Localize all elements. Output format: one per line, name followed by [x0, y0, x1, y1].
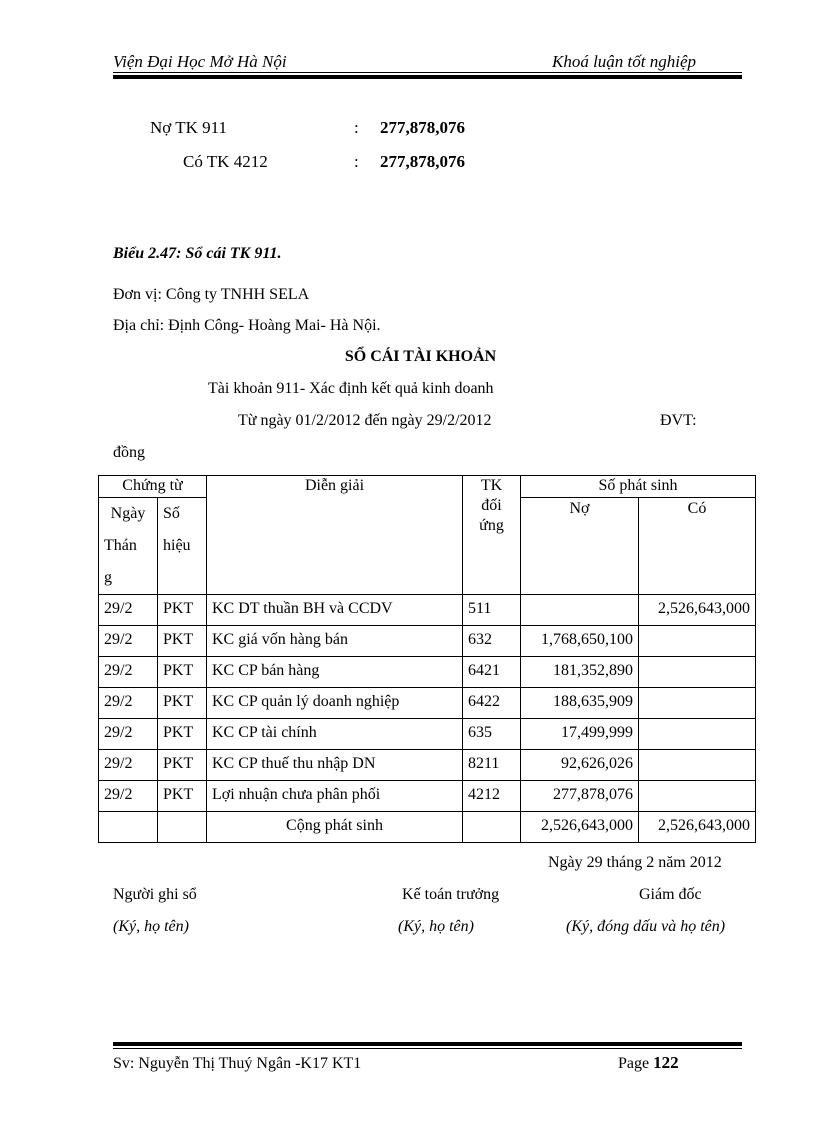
table-row	[99, 688, 756, 719]
table-total-row	[99, 812, 756, 843]
cell-empty	[463, 812, 521, 843]
cell-contra: 635	[463, 719, 521, 750]
company-address: Địa chỉ: Định Công- Hoàng Mai- Hà Nội.	[113, 317, 381, 334]
col-header-date-line3: g	[104, 569, 112, 586]
cell-number: PKT	[158, 781, 207, 812]
col-header-credit: Có	[639, 498, 756, 595]
table-row	[99, 781, 756, 812]
cell-date: 29/2	[99, 626, 158, 657]
ledger-table	[98, 475, 756, 843]
cell-number: PKT	[158, 626, 207, 657]
entry-credit-account: Có TK 4212	[183, 152, 268, 171]
cell-date: 29/2	[99, 719, 158, 750]
cell-contra: 8211	[463, 750, 521, 781]
cell-number: PKT	[158, 595, 207, 626]
col-header-contra-line3: ứng	[479, 517, 504, 534]
company-unit: Đơn vị: Công ty TNHH SELA	[113, 286, 310, 303]
col-header-contra-account	[463, 476, 521, 595]
col-header-number-line2: hiệu	[163, 537, 191, 554]
signer-director-note: (Ký, đóng dấu và họ tên)	[566, 918, 726, 935]
entry-debit-sep: :	[354, 118, 359, 137]
cell-date: 29/2	[99, 781, 158, 812]
col-header-number-line1: Số	[163, 505, 180, 522]
footer-page-number: 122	[653, 1053, 679, 1072]
cell-description: KC CP bán hàng	[207, 657, 463, 688]
footer-student: Sv: Nguyễn Thị Thuý Ngân -K17 KT1	[113, 1055, 362, 1072]
header-institution: Viện Đại Học Mở Hà Nội	[113, 52, 287, 71]
currency-value: đồng	[113, 444, 145, 461]
cell-description: KC CP tài chính	[207, 719, 463, 750]
cell-empty	[158, 812, 207, 843]
col-header-date-line1: Ngày	[110, 505, 146, 522]
col-header-date	[99, 498, 158, 595]
cell-credit	[639, 719, 756, 750]
signer-recorder-title: Người ghi sổ	[113, 886, 197, 903]
cell-date: 29/2	[99, 595, 158, 626]
cell-number: PKT	[158, 657, 207, 688]
signer-chief-accountant-note: (Ký, họ tên)	[398, 918, 474, 935]
cell-description: KC CP thuế thu nhập DN	[207, 750, 463, 781]
cell-contra: 4212	[463, 781, 521, 812]
col-header-amount: Số phát sinh	[521, 476, 756, 498]
cell-credit	[639, 657, 756, 688]
entry-credit-sep: :	[354, 152, 359, 171]
cell-number: PKT	[158, 750, 207, 781]
cell-debit: 92,626,026	[521, 750, 639, 781]
col-header-contra-line1: TK	[480, 477, 503, 494]
ledger-date-range: Từ ngày 01/2/2012 đến ngày 29/2/2012	[238, 412, 492, 429]
header-rule-thin	[113, 72, 742, 73]
cell-debit: 181,352,890	[521, 657, 639, 688]
footer-page-label: Page	[618, 1055, 650, 1072]
table-row	[99, 719, 756, 750]
cell-date: 29/2	[99, 750, 158, 781]
cell-date: 29/2	[99, 688, 158, 719]
cell-description: KC DT thuần BH và CCDV	[207, 595, 463, 626]
signer-recorder-note: (Ký, họ tên)	[113, 918, 189, 935]
signer-director-title: Giám đốc	[639, 886, 702, 903]
cell-number: PKT	[158, 719, 207, 750]
cell-date: 29/2	[99, 657, 158, 688]
cell-debit: 188,635,909	[521, 688, 639, 719]
table-row	[99, 657, 756, 688]
footer-page	[618, 1053, 679, 1073]
cell-debit	[521, 595, 639, 626]
entry-debit-amount: 277,878,076	[380, 118, 465, 137]
ledger-account-line: Tài khoản 911- Xác định kết quả kinh doanh	[208, 380, 494, 397]
cell-description: KC CP quản lý doanh nghiệp	[207, 688, 463, 719]
figure-caption: Biểu 2.47: Sổ cái TK 911.	[113, 245, 282, 262]
cell-contra: 6422	[463, 688, 521, 719]
total-debit: 2,526,643,000	[521, 812, 639, 843]
cell-description: KC giá vốn hàng bán	[207, 626, 463, 657]
table-row	[99, 595, 756, 626]
ledger-title: SỔ CÁI TÀI KHOẢN	[344, 348, 497, 365]
table-header-row-1	[99, 476, 756, 498]
header-rule-thick	[113, 75, 742, 79]
cell-debit: 1,768,650,100	[521, 626, 639, 657]
signer-chief-accountant-title: Kế toán trưởng	[402, 886, 500, 903]
footer-rule-thin	[113, 1048, 742, 1049]
cell-empty	[99, 812, 158, 843]
cell-contra: 632	[463, 626, 521, 657]
footer-rule-thick	[113, 1042, 742, 1046]
currency-label: ĐVT:	[660, 412, 697, 429]
cell-debit: 277,878,076	[521, 781, 639, 812]
col-header-voucher: Chứng từ	[99, 476, 207, 498]
header-doc-type: Khoá luận tốt nghiệp	[552, 52, 697, 71]
col-header-number	[158, 498, 207, 595]
cell-contra: 6421	[463, 657, 521, 688]
total-credit: 2,526,643,000	[639, 812, 756, 843]
cell-credit: 2,526,643,000	[639, 595, 756, 626]
cell-number: PKT	[158, 688, 207, 719]
table-row	[99, 626, 756, 657]
cell-credit	[639, 688, 756, 719]
col-header-description: Diễn giải	[207, 476, 463, 595]
cell-contra: 511	[463, 595, 521, 626]
cell-debit: 17,499,999	[521, 719, 639, 750]
col-header-debit: Nợ	[521, 498, 639, 595]
cell-credit	[639, 750, 756, 781]
entry-debit-account: Nợ TK 911	[150, 118, 227, 137]
cell-credit	[639, 626, 756, 657]
cell-description: Lợi nhuận chưa phân phối	[207, 781, 463, 812]
col-header-contra-line2: đối	[481, 497, 502, 514]
col-header-date-line2: Thán	[104, 537, 137, 554]
table-row	[99, 750, 756, 781]
sign-date: Ngày 29 tháng 2 năm 2012	[548, 854, 722, 871]
cell-credit	[639, 781, 756, 812]
total-label: Cộng phát sinh	[207, 812, 463, 843]
entry-credit-amount: 277,878,076	[380, 152, 465, 171]
